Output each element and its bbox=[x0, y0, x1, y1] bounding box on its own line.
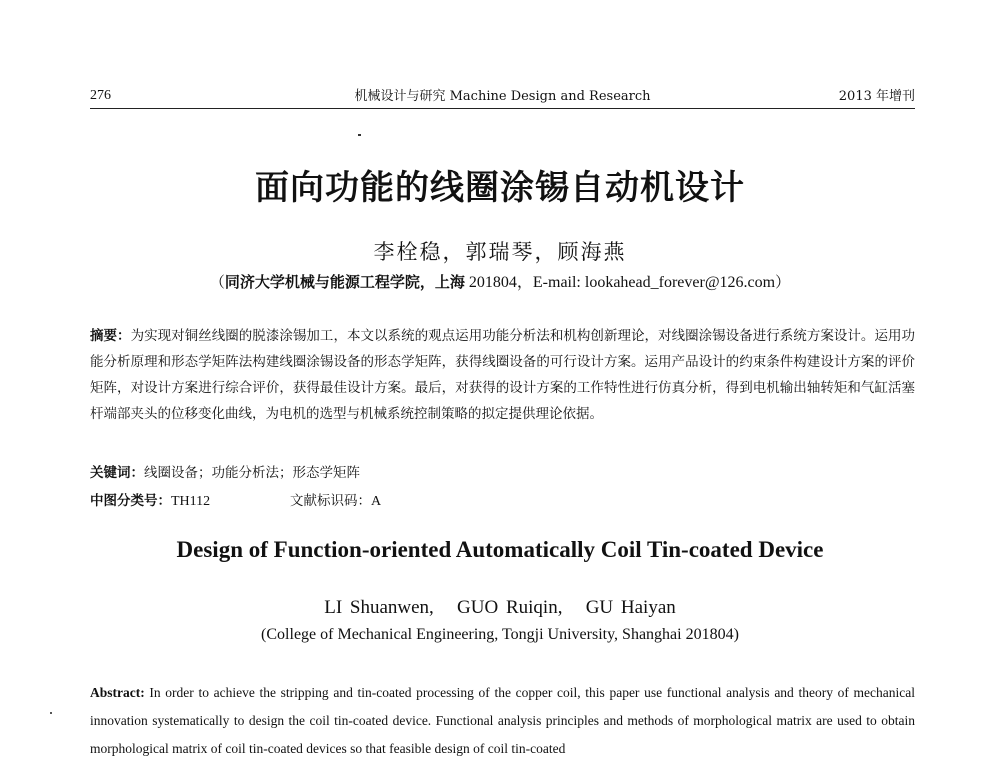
authors-english: LI Shuanwen, GUO Ruiqin, GU Haiyan bbox=[324, 597, 676, 618]
title-chinese: 面向功能的线圈涂锡自动机设计 bbox=[255, 168, 745, 208]
page-number: 276 bbox=[90, 88, 111, 103]
doc-code-label: 文献标识码： bbox=[290, 493, 371, 509]
issue-label: 2013 年增刊 bbox=[838, 89, 915, 104]
abstract-en-label: Abstract: bbox=[90, 685, 145, 700]
scan-speck bbox=[358, 134, 361, 136]
running-header bbox=[90, 88, 915, 109]
clc-label: 中图分类号： bbox=[90, 493, 171, 509]
affiliation-close-paren: ） bbox=[775, 273, 791, 291]
affiliation-institution: 同济大学机械与能源工程学院，上海 bbox=[224, 273, 465, 291]
title-english: Design of Function-oriented Automatically Coil Tin-coated Device bbox=[176, 537, 824, 562]
doc-code-value: A bbox=[371, 494, 382, 509]
affiliation-postal-email: 201804，E-mail: lookahead_forever@126.com bbox=[464, 274, 776, 291]
scan-speck-2 bbox=[50, 712, 52, 714]
classification-line bbox=[90, 489, 915, 510]
document-code bbox=[290, 489, 381, 510]
abstract-cn-text: 为实现对铜丝线圈的脱漆涂锡加工，本文以系统的观点运用功能分析法和机构创新理论，对线圈涂锡设备进行系统方案设计。运用功能分析原理和形态学矩阵法构建线圈涂锡设备的形态学矩阵，获得线圈设备的可行设计方案。运用产品设计的约束条件构建设计方案的评价矩阵，对设计方案进行综合评价，获得最佳设计方案。最后，对获得的设计方案的工作特性进行仿真分析，得到电机输出轴转矩和气缸活塞杆端部夹头的位移变化曲线，为电机的选型与机械系统控制策略的拟定提供理论依据。 bbox=[90, 328, 916, 422]
abstract-cn-label: 摘要： bbox=[90, 328, 131, 344]
keywords-text: 线圈设备；功能分析法；形态学矩阵 bbox=[144, 465, 360, 481]
abstract-en-text: In order to achieve the stripping and tin-coated processing of the copper coil, this paper use functional analysis and theory of mechanical innovation systematically to design the coil tin-coated device. Functional analysis principles and methods of morphological matrix are used to obtain morphological matrix of coil tin-coated devices so that feasible design of coil tin-coated bbox=[90, 685, 915, 756]
abstract-english bbox=[90, 679, 915, 763]
affiliation-english: (College of Mechanical Engineering, Tongji University, Shanghai 201804) bbox=[261, 626, 739, 643]
affiliation-open-paren: （ bbox=[209, 273, 225, 291]
authors-chinese: 李栓稳，郭瑞琴，顾海燕 bbox=[373, 240, 627, 264]
journal-name: 机械设计与研究 Machine Design and Research bbox=[354, 89, 651, 104]
keywords-label: 关键词： bbox=[90, 465, 144, 481]
keywords-chinese bbox=[90, 461, 360, 481]
affiliation-chinese bbox=[0, 269, 1000, 292]
clc-code: TH112 bbox=[171, 494, 211, 509]
abstract-chinese bbox=[90, 323, 915, 427]
